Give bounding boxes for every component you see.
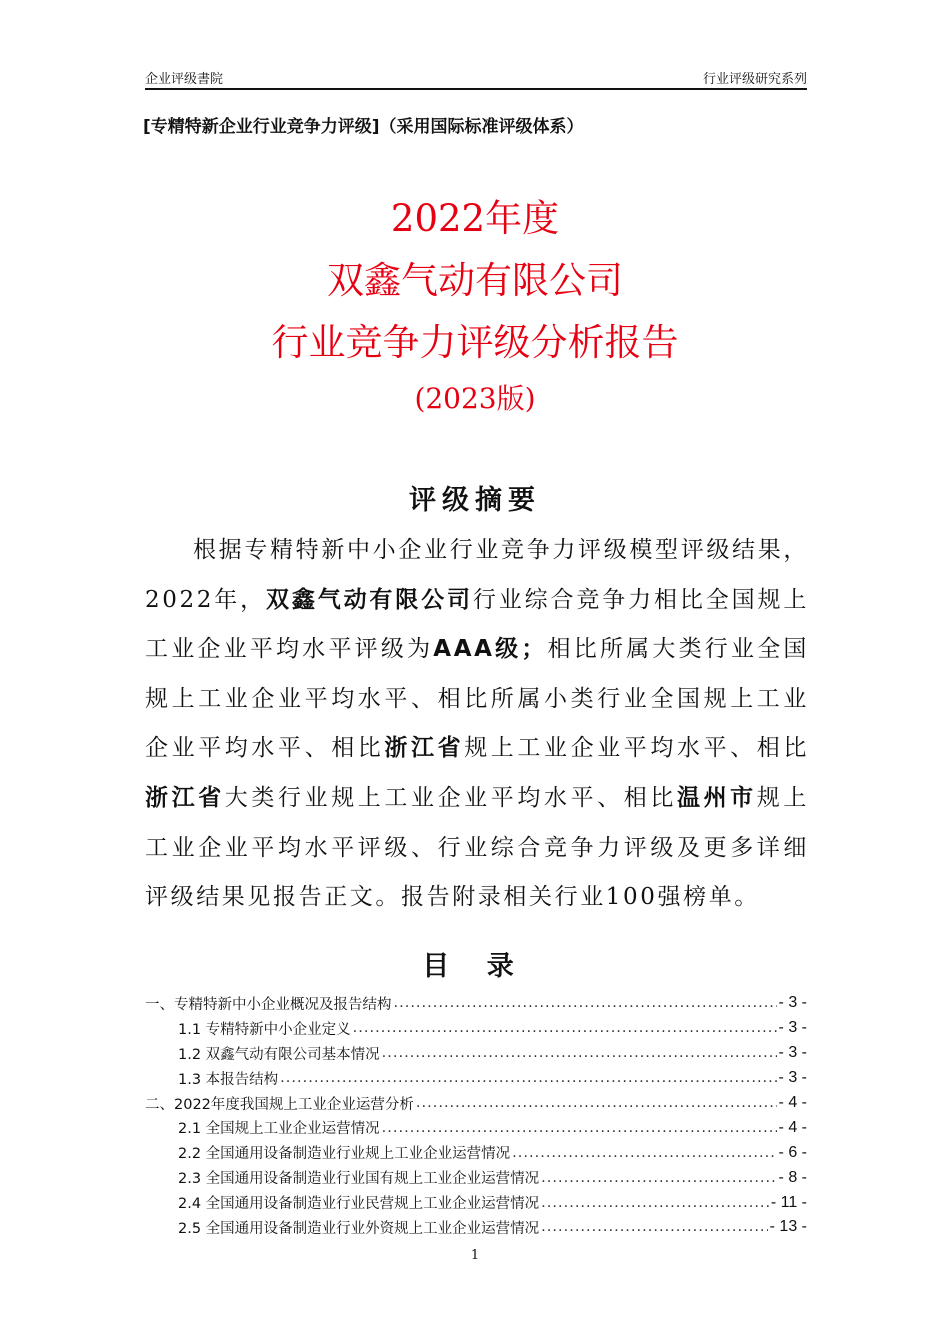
- dot-leader: [280, 1070, 776, 1086]
- toc-entry[interactable]: [145, 1066, 807, 1091]
- toc-entry-page: - 4 -: [778, 1118, 807, 1136]
- toc-entry-label: 2.1 全国规上工业企业运营情况: [178, 1121, 380, 1138]
- toc-entry[interactable]: [145, 1190, 807, 1215]
- dot-leader: [541, 1195, 769, 1211]
- toc-entry[interactable]: [145, 1140, 807, 1165]
- toc-entry-label: 一、专精特新中小企业概况及报告结构: [145, 996, 392, 1013]
- title-report: 行业竞争力评级分析报告: [271, 321, 679, 364]
- dot-leader: [382, 1120, 777, 1136]
- page-number: 1: [470, 1248, 480, 1263]
- toc-entry-label: 2.3 全国通用设备制造业行业国有规上工业企业运营情况: [178, 1171, 540, 1188]
- toc-entry-page: - 3 -: [778, 1044, 807, 1062]
- summary-bold: 温州市: [676, 784, 757, 811]
- toc-entry-label: 2.4 全国通用设备制造业行业民营规上工业企业运营情况: [178, 1196, 540, 1213]
- toc-entry-label: 二、2022年度我国规上工业企业运营分析: [145, 1096, 414, 1113]
- toc-entry-page: - 4 -: [778, 1094, 807, 1111]
- table-of-contents: [145, 991, 807, 1240]
- toc-entry-page: - 8 -: [778, 1168, 807, 1186]
- summary-bold: 浙江省: [145, 784, 225, 811]
- title-year: 2022年度: [390, 197, 560, 240]
- toc-entry-page: - 6 -: [778, 1143, 807, 1161]
- summary-text: 规上工业企业平均水平、相比: [464, 735, 809, 762]
- toc-heading: 目 录: [422, 951, 528, 982]
- dot-leader: [541, 1170, 776, 1186]
- summary-bold: 浙江省: [384, 735, 465, 762]
- toc-entry-page: - 3 -: [778, 1019, 807, 1037]
- toc-entry[interactable]: [145, 1016, 807, 1041]
- summary-text: 大类行业规上工业企业平均水平、相比: [224, 784, 677, 811]
- toc-entry-label: 1.1 专精特新中小企业定义: [178, 1021, 351, 1038]
- dot-leader: [382, 1045, 777, 1061]
- summary-paragraph: [145, 526, 809, 923]
- toc-entry-page: - 13 -: [769, 1218, 807, 1236]
- summary-text: 规上工业企业平均水平评级、行业综合竞争力评级及更多详细评级结果见报告正文。报告附录相关行业100强榜单。: [145, 784, 809, 911]
- toc-entry-label: 2.2 全国通用设备制造业行业规上工业企业运营情况: [178, 1146, 511, 1163]
- toc-entry-label: 1.3 本报告结构: [178, 1071, 279, 1088]
- toc-entry-label: 2.5 全国通用设备制造业行业外资规上工业企业运营情况: [178, 1220, 540, 1237]
- page-header: [145, 68, 807, 90]
- summary-bold: 双鑫气动有限公司: [265, 586, 473, 613]
- toc-entry[interactable]: [145, 1215, 807, 1240]
- toc-entry[interactable]: [145, 1115, 807, 1140]
- toc-entry-label: 1.2 双鑫气动有限公司基本情况: [178, 1046, 380, 1063]
- toc-entry-page: - 11 -: [770, 1193, 807, 1211]
- series-label: [专精特新企业行业竞争力评级]（采用国际标准评级体系）: [143, 117, 584, 137]
- header-left: 企业评级書院: [145, 72, 224, 87]
- toc-entry[interactable]: [145, 1165, 807, 1190]
- title-edition: (2023版): [414, 382, 536, 415]
- summary-text: 根据专精特新中小企业行业竞争力评级模型评级结果，2022年，: [145, 537, 809, 613]
- toc-entry[interactable]: [145, 991, 807, 1016]
- dot-leader: [353, 1020, 777, 1036]
- title-company: 双鑫气动有限公司: [327, 259, 623, 302]
- dot-leader: [512, 1145, 776, 1161]
- dot-leader: [416, 1095, 777, 1111]
- dot-leader: [541, 1219, 767, 1235]
- header-right: 行业评级研究系列: [702, 72, 807, 87]
- toc-entry-page: - 3 -: [778, 994, 807, 1012]
- summary-text: 行业综合竞争力相比全国规上工业企业平均水平评级为: [145, 586, 809, 663]
- dot-leader: [394, 995, 777, 1011]
- toc-entry[interactable]: [145, 1041, 807, 1066]
- toc-entry[interactable]: [145, 1091, 807, 1116]
- summary-heading: 评级摘要: [409, 485, 541, 516]
- summary-bold: AAA级；: [433, 636, 547, 663]
- toc-entry-page: - 3 -: [778, 1069, 807, 1087]
- summary-text: 相比所属大类行业全国规上工业企业平均水平、相比所属小类行业全国规上工业企业平均水平、相比: [145, 636, 810, 762]
